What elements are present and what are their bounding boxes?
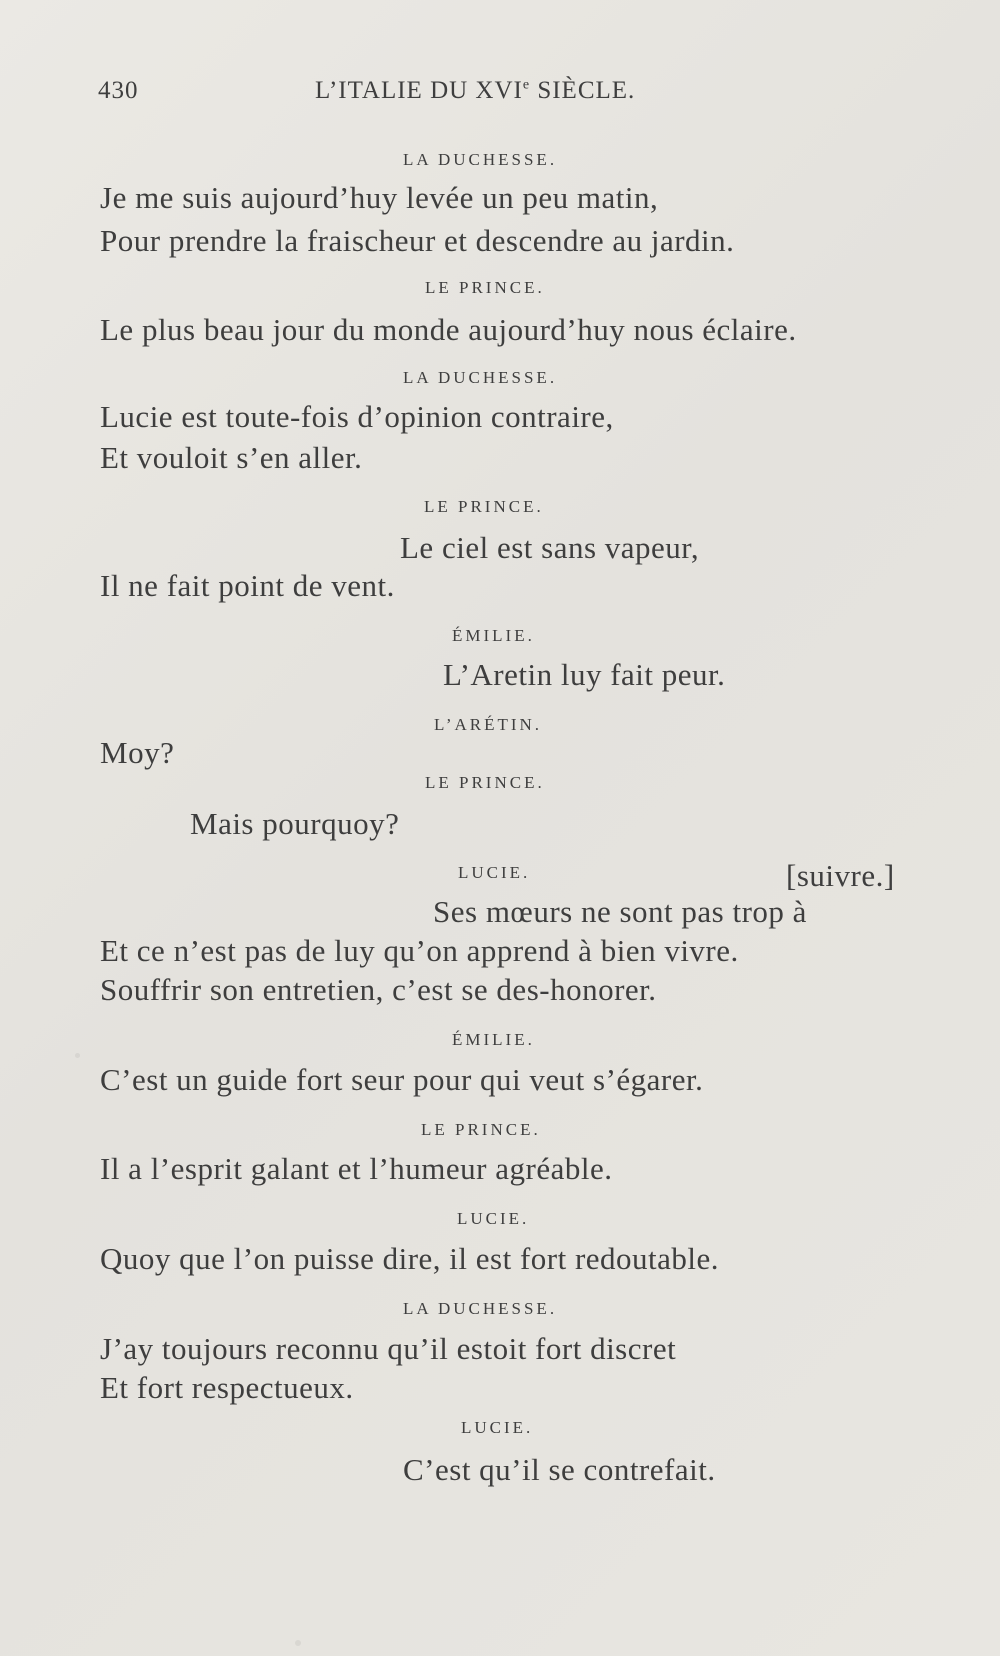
ink-spot — [75, 1053, 80, 1058]
verse-line: J’ay toujours reconnu qu’il estoit fort discret — [100, 1331, 677, 1366]
page-number: 430 — [98, 77, 139, 104]
verse-line: C’est un guide fort seur pour qui veut s’égarer. — [100, 1062, 704, 1097]
speaker-label: LA DUCHESSE. — [403, 1299, 558, 1318]
speaker-label: LA DUCHESSE. — [403, 150, 558, 169]
speaker-label: LE PRINCE. — [425, 773, 545, 792]
verse-line: Il ne fait point de vent. — [100, 568, 395, 603]
speaker-label: LE PRINCE. — [425, 278, 545, 297]
verse-line: Et vouloit s’en aller. — [100, 440, 363, 475]
verse-line: Le ciel est sans vapeur, — [400, 530, 700, 565]
verse-line: Lucie est toute-fois d’opinion contraire, — [100, 399, 614, 434]
speaker-label: ÉMILIE. — [452, 1030, 535, 1049]
verse-line: Et fort respectueux. — [100, 1370, 354, 1405]
verse-line: Et ce n’est pas de luy qu’on apprend à bien vivre. — [100, 933, 739, 968]
speaker-label: LUCIE. — [461, 1418, 534, 1437]
verse-line: Je me suis aujourd’huy levée un peu matin, — [100, 180, 659, 215]
verse-line: Il a l’esprit galant et l’humeur agréable. — [100, 1151, 613, 1186]
verse-line: Moy? — [100, 735, 175, 770]
running-head-superscript: e — [522, 77, 531, 93]
verse-line: Mais pourquoy? — [190, 806, 400, 841]
running-head-main: L’ITALIE DU XVI — [315, 77, 523, 104]
verse-line: C’est qu’il se contrefait. — [403, 1452, 716, 1487]
speaker-label: ÉMILIE. — [452, 626, 535, 645]
verse-line: Ses mœurs ne sont pas trop à — [433, 894, 807, 929]
speaker-label: L’ARÉTIN. — [434, 715, 543, 734]
verse-line: Souffrir son entretien, c’est se des-honorer. — [100, 972, 657, 1007]
verse-line: Le plus beau jour du monde aujourd’huy nous éclaire. — [100, 312, 797, 347]
speaker-label: LA DUCHESSE. — [403, 368, 558, 387]
verse-line: Quoy que l’on puisse dire, il est fort redoutable. — [100, 1241, 720, 1276]
running-head — [315, 78, 635, 103]
speaker-label: LUCIE. — [458, 863, 531, 882]
verse-line: Pour prendre la fraischeur et descendre au jardin. — [100, 223, 735, 258]
speaker-label: LE PRINCE. — [424, 497, 544, 516]
running-head-end: SIÈCLE. — [530, 77, 636, 104]
verse-line: L’Aretin luy fait peur. — [443, 657, 726, 692]
speaker-label: LUCIE. — [457, 1209, 530, 1228]
verse-line-continuation: [suivre.] — [786, 858, 895, 893]
ink-spot — [295, 1640, 301, 1646]
speaker-label: LE PRINCE. — [421, 1120, 541, 1139]
